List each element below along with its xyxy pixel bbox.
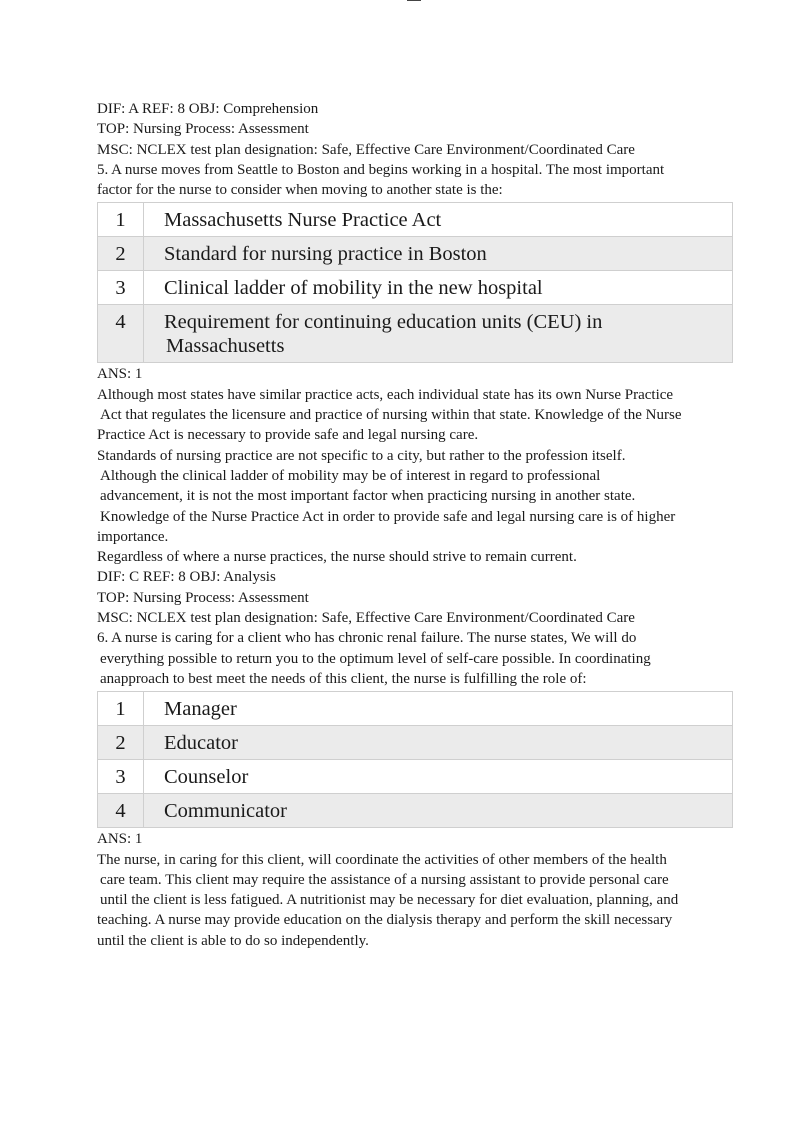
q6-option-row[interactable] xyxy=(98,760,733,794)
q6-options-table xyxy=(97,691,733,828)
q5-answer: ANS: 1 xyxy=(97,366,143,383)
q5-rationale-line: Although the clinical ladder of mobility may be of interest in regard to professional xyxy=(100,467,601,484)
option-number: 2 xyxy=(98,726,144,760)
q5-option-row[interactable] xyxy=(98,237,733,271)
q5-stem-line: 5. A nurse moves from Seattle to Boston and begins working in a hospital. The most important xyxy=(97,161,665,178)
q4-dif-line: DIF: A REF: 8 OBJ: Comprehension xyxy=(97,101,319,117)
q5-option-row[interactable] xyxy=(98,203,733,237)
q6-option-row[interactable] xyxy=(98,692,733,726)
q6-rationale-line: The nurse, in caring for this client, will coordinate the activities of other members of the health xyxy=(97,851,667,868)
option-text: Massachusetts Nurse Practice Act xyxy=(144,203,733,237)
q6-rationale-line: teaching. A nurse may provide education on the dialysis therapy and perform the skill necessary xyxy=(97,912,673,929)
option-text: Communicator xyxy=(144,794,733,828)
option-text: Manager xyxy=(144,692,733,726)
option-text-line: Requirement for continuing education units (CEU) in xyxy=(164,311,603,334)
option-text xyxy=(144,305,733,363)
option-number: 3 xyxy=(98,760,144,794)
option-number: 4 xyxy=(98,305,144,363)
q5-stem-line: factor for the nurse to consider when moving to another state is the: xyxy=(97,182,503,199)
option-number: 4 xyxy=(98,794,144,828)
q5-msc-line: MSC: NCLEX test plan designation: Safe, Effective Care Environment/Coordinated Care xyxy=(97,610,635,627)
q4-msc-line: MSC: NCLEX test plan designation: Safe, Effective Care Environment/Coordinated Care xyxy=(97,141,635,158)
q5-rationale-line: Act that regulates the licensure and practice of nursing within that state. Knowledge of the Nurse xyxy=(100,407,682,424)
option-text: Counselor xyxy=(144,760,733,794)
page-top-mark xyxy=(407,0,421,1)
option-number: 3 xyxy=(98,271,144,305)
q5-rationale-line: Regardless of where a nurse practices, the nurse should strive to remain current. xyxy=(97,549,577,566)
option-number: 1 xyxy=(98,692,144,726)
q5-rationale-line: Although most states have similar practice acts, each individual state has its own Nurse Practice xyxy=(97,386,674,403)
q5-option-row[interactable] xyxy=(98,305,733,363)
option-number: 1 xyxy=(98,203,144,237)
q6-rationale-line: until the client is less fatigued. A nutritionist may be necessary for diet evaluation, planning, and xyxy=(100,892,679,909)
q6-answer: ANS: 1 xyxy=(97,831,143,848)
option-number: 2 xyxy=(98,237,144,271)
q5-rationale-line: advancement, it is not the most important factor when practicing nursing in another state. xyxy=(100,488,636,505)
q6-rationale-line: care team. This client may require the assistance of a nursing assistant to provide personal care xyxy=(100,871,669,888)
q5-topic-line: TOP: Nursing Process: Assessment xyxy=(97,589,309,606)
option-text-line: Massachusetts xyxy=(166,335,285,358)
q5-option-row[interactable] xyxy=(98,271,733,305)
q5-rationale-line: Standards of nursing practice are not specific to a city, but rather to the profession itself. xyxy=(97,447,626,464)
q6-option-row[interactable] xyxy=(98,794,733,828)
q5-dif-line: DIF: C REF: 8 OBJ: Analysis xyxy=(97,569,276,586)
q6-rationale-line: until the client is able to do so independently. xyxy=(97,932,369,949)
q5-options-table xyxy=(97,202,733,363)
option-text: Clinical ladder of mobility in the new hospital xyxy=(144,271,733,305)
document-body xyxy=(97,99,733,951)
q6-stem-line: anapproach to best meet the needs of this client, the nurse is fulfilling the role of: xyxy=(100,670,587,687)
option-text: Educator xyxy=(144,726,733,760)
q6-stem-line: everything possible to return you to the optimum level of self-care possible. In coordinating xyxy=(100,650,651,667)
q5-rationale-line: Knowledge of the Nurse Practice Act in order to provide safe and legal nursing care is of higher xyxy=(100,508,676,525)
q5-rationale-line: importance. xyxy=(97,528,169,545)
q5-rationale-line: Practice Act is necessary to provide safe and legal nursing care. xyxy=(97,427,479,444)
q6-option-row[interactable] xyxy=(98,726,733,760)
q4-topic-line: TOP: Nursing Process: Assessment xyxy=(97,121,309,138)
option-text: Standard for nursing practice in Boston xyxy=(144,237,733,271)
q6-stem-line: 6. A nurse is caring for a client who has chronic renal failure. The nurse states, We will do xyxy=(97,630,637,647)
